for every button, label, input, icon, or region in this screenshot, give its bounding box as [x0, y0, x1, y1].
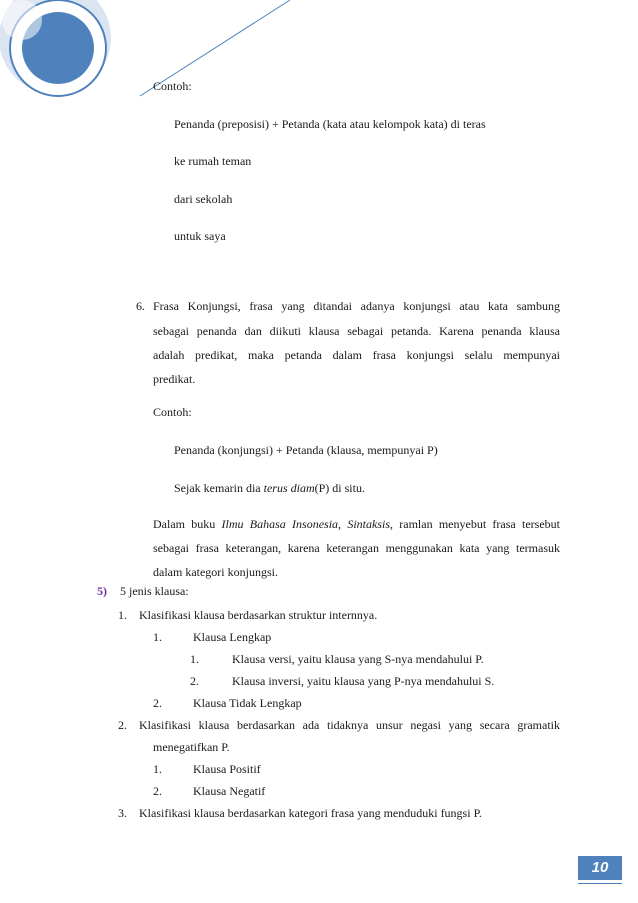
item-6-line-1: Frasa Konjungsi, frasa yang ditandai adanya konjungsi atau kata sambung [153, 299, 560, 313]
sub-3-number: 3. [118, 806, 127, 820]
corner-decoration [0, 0, 300, 120]
contoh-example-1: ke rumah teman [174, 154, 252, 168]
sub-2-number: 2. [118, 718, 127, 732]
note-line-1: Dalam buku Ilmu Bahasa Insonesia, Sintaksis, ramlan menyebut frasa tersebut [153, 517, 560, 531]
sub-1-a-number: 1. [153, 630, 162, 644]
sub-2-b-number: 2. [153, 784, 162, 798]
page-number-underline [578, 883, 622, 884]
sub-2-title-line-2: menegatifkan P. [153, 740, 230, 754]
contoh-label-2: Contoh: [153, 405, 192, 419]
item-6-line-3: adalah predikat, maka petanda dalam frasa konjungsi selalu mempunyai [153, 348, 560, 362]
sub-1-number: 1. [118, 608, 127, 622]
contoh-sentence: Sejak kemarin dia terus diam(P) di situ. [174, 481, 365, 495]
contoh-label: Contoh: [153, 79, 192, 93]
sub-1-a1-number: 1. [190, 652, 199, 666]
decor-small-circle [2, 0, 42, 40]
section-5-number: 5) [97, 584, 107, 598]
sub-1-a2-number: 2. [190, 674, 199, 688]
sub-1-title: Klasifikasi klausa berdasarkan struktur internnya. [139, 608, 378, 622]
page-number-badge [578, 856, 622, 886]
contoh-example-2: dari sekolah [174, 192, 233, 206]
item-6-line-4: predikat. [153, 372, 196, 386]
section-5-title: 5 jenis klausa: [120, 584, 189, 598]
sub-3-title: Klasifikasi klausa berdasarkan kategori frasa yang menduduki fungsi P. [139, 806, 482, 820]
sub-1-b-number: 2. [153, 696, 162, 710]
sub-1-b-label: Klausa Tidak Lengkap [193, 696, 302, 710]
item-6-line-2: sebagai penanda dan diikuti klausa sebagai petanda. Karena penanda klausa [153, 324, 560, 338]
note-line-3: dalam kategori konjungsi. [153, 565, 278, 579]
contoh-formula: Penanda (preposisi) + Petanda (kata atau kelompok kata) di teras [174, 117, 486, 131]
note-line-2: sebagai frasa keterangan, karena keterangan menggunakan kata yang termasuk [153, 541, 560, 555]
sub-2-a-number: 1. [153, 762, 162, 776]
sub-2-title-line-1: Klasifikasi klausa berdasarkan ada tidaknya unsur negasi yang secara gramatik [139, 718, 560, 732]
sub-2-a-label: Klausa Positif [193, 762, 261, 776]
sub-1-a1-label: Klausa versi, yaitu klausa yang S-nya mendahului P. [232, 652, 484, 666]
page-number: 10 [591, 859, 609, 876]
sub-2-b-label: Klausa Negatif [193, 784, 266, 798]
contoh-formula-2: Penanda (konjungsi) + Petanda (klausa, mempunyai P) [174, 443, 438, 457]
contoh-example-3: untuk saya [174, 229, 226, 243]
sub-1-a2-label: Klausa inversi, yaitu klausa yang P-nya mendahului S. [232, 674, 495, 688]
sub-1-a-label: Klausa Lengkap [193, 630, 272, 644]
item-6-number: 6. [136, 299, 145, 313]
